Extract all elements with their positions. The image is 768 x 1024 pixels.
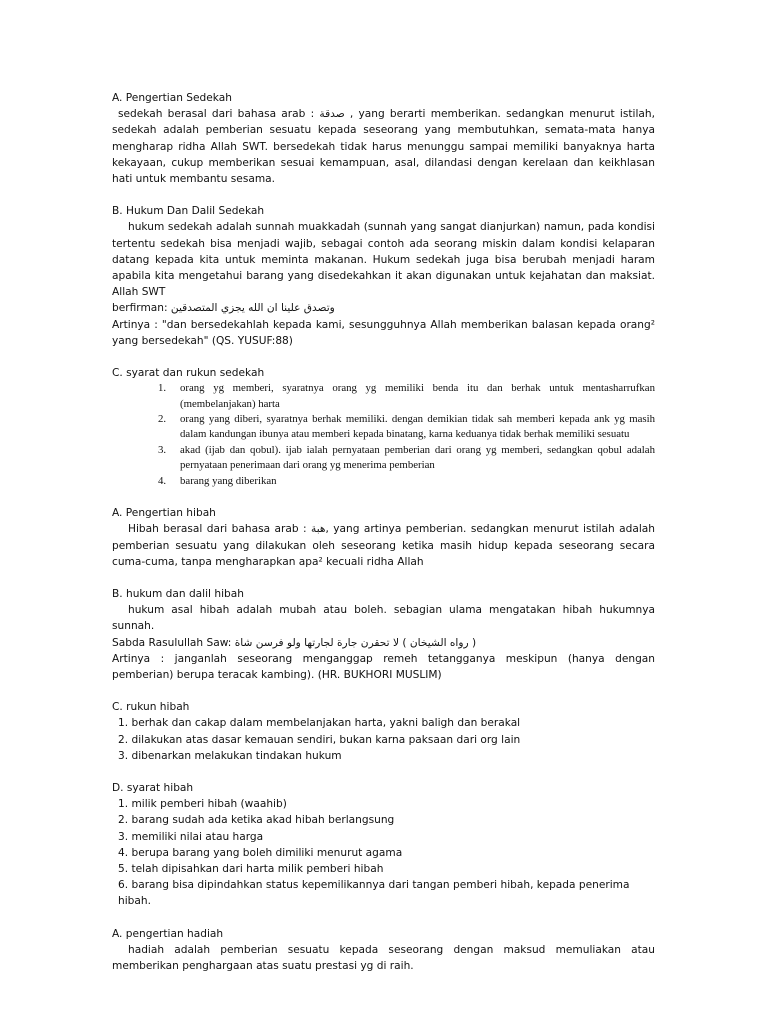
list-item [112, 474, 655, 489]
sabda-line [112, 635, 655, 651]
document-page [112, 90, 655, 974]
list-text: akad (ijab dan qobul). ijab ialah pernyataan pemberian dari orang yg memberi, sedangkan qobul adalah pernyataan penerimaan dari orang yg menerima pemberian [180, 443, 655, 472]
heading-syarat-sedekah: C. syarat dan rukun sedekah [112, 367, 265, 380]
heading-hukum-sedekah: B. Hukum Dan Dalil Sedekah [112, 205, 265, 218]
arabic-sabda: ( رواه الشيخان ) لا تحقرن جارة لجارتها ولو فرسن شاة [234, 636, 477, 649]
list-item: 1. berhak dan cakap dalam membelanjakan harta, yakni baligh dan berakal [118, 717, 521, 730]
text-pengertian-hibah-rest: , yang artinya pemberian. sedangkan menurut istilah adalah pemberian sesuatu yang dilakukan oleh seseorang ketika masih hidup kepada seseorang secara cuma-cuma, tanpa mengharapkan apa² kecuali ridha Allah [112, 523, 656, 568]
list-item: 3. dibenarkan melakukan tindakan hukum [118, 749, 342, 762]
artinya-sedekah: Artinya : "dan bersedekahlah kepada kami, sesungguhnya Allah memberikan balasan kepada orang² yang bersedekah" (QS. YUSUF:88) [112, 318, 655, 347]
list-item: 5. telah dipisahkan dari harta milik pemberi hibah [118, 862, 384, 875]
list-item [112, 381, 655, 412]
firman-line [112, 300, 655, 316]
list-item [112, 412, 655, 443]
list-syarat-sedekah [112, 381, 655, 489]
sabda-label: Sabda Rasulullah Saw: [112, 636, 235, 649]
heading-rukun-hibah: C. rukun hibah [112, 701, 190, 714]
text-pengertian-hibah-start: Hibah berasal dari bahasa arab : [128, 523, 312, 536]
list-item: 6. barang bisa dipindahkan status kepemilikannya dari tangan pemberi hibah, kepada penerima hibah. [118, 879, 630, 908]
heading-pengertian-hadiah: A. pengertian hadiah [112, 927, 224, 940]
list-text: barang yang diberikan [180, 474, 277, 487]
list-item: 3. memiliki nilai atau harga [118, 830, 264, 843]
paragraph-pengertian-sedekah [112, 106, 655, 187]
text-pengertian-sedekah-start: sedekah berasal dari bahasa arab : [118, 108, 320, 121]
arabic-word-sedekah: صدقة [319, 108, 345, 121]
heading-pengertian-hibah: A. Pengertian hibah [112, 507, 216, 520]
paragraph-pengertian-hadiah: hadiah adalah pemberian sesuatu kepada seseorang dengan maksud memuliakan atau memberikan penghargaan atas suatu prestasi yg di raih. [112, 943, 655, 972]
list-item [112, 443, 655, 474]
paragraph-hukum-sedekah: hukum sedekah adalah sunnah muakkadah (sunnah yang sangat dianjurkan) namun, pada kondisi tertentu sedekah bisa menjadi wajib, sebagai contoh ada seorang miskin dalam kondisi kelaparan datang kepada kita untuk meminta makanan. Hukum sedekah juga bisa berubah menjadi haram apabila kita mengetahui barang yang disedekahkan it akan digunakan untuk kejahatan dan maksiat. Allah SWT [112, 221, 655, 299]
text-pengertian-sedekah-rest: , yang berarti memberikan. sedangkan menurut istilah, sedekah adalah pemberian sesuatu kepada seseorang yang membutuhkan, semata-mata hanya mengharap ridha Allah SWT. bersedekah tidak harus menunggu sampai memiliki banyaknya harta kekayaan, cukup memberikan sesuai kemampuan, asal, dilandasi dengan kerelaan dan keikhlasan hati untuk membantu sesama. [112, 108, 655, 186]
heading-syarat-hibah: D. syarat hibah [112, 781, 194, 794]
list-syarat-hibah [112, 796, 655, 909]
artinya-hibah: Artinya : janganlah seseorang menganggap remeh tetangganya meskipun (hanya dengan pemberian) berupa teracak kambing). (HR. BUKHORI MUSLIM) [112, 652, 655, 681]
list-number: 2. [158, 413, 167, 426]
firman-label: berfirman: [112, 302, 171, 315]
list-number: 1. [158, 382, 167, 395]
list-rukun-hibah [112, 715, 655, 764]
arabic-firman: وتصدق علينا ان الله يجزي المتصدقين [170, 302, 335, 315]
list-text: orang yg memberi, syaratnya orang yg memiliki benda itu dan berhak untuk mentasharrufkan (membelanjakan) harta [180, 382, 655, 410]
heading-pengertian-sedekah: A. Pengertian Sedekah [112, 92, 232, 104]
list-item: 1. milik pemberi hibah (waahib) [118, 798, 287, 811]
list-number: 3. [158, 443, 167, 456]
list-number: 4. [158, 474, 167, 487]
list-item: 4. berupa barang yang boleh dimiliki menurut agama [118, 846, 403, 859]
list-text: orang yang diberi, syaratnya berhak memiliki. dengan demikian tidak sah memberi kepada ank yg masih dalam kandungan ibunya atau memberi kepada binatang, karna keduanya tidak berhak memiliki sesuatu [180, 413, 655, 441]
paragraph-hukum-hibah: hukum asal hibah adalah mubah atau boleh. sebagian ulama mengatakan hibah hukumnya sunnah. [112, 604, 655, 633]
paragraph-pengertian-hibah [112, 521, 655, 570]
arabic-word-hibah: هبة [311, 523, 326, 536]
heading-hukum-hibah: B. hukum dan dalil hibah [112, 587, 244, 600]
list-item: 2. barang sudah ada ketika akad hibah berlangsung [118, 814, 395, 827]
list-item: 2. dilakukan atas dasar kemauan sendiri, bukan karna paksaan dari org lain [118, 733, 521, 746]
